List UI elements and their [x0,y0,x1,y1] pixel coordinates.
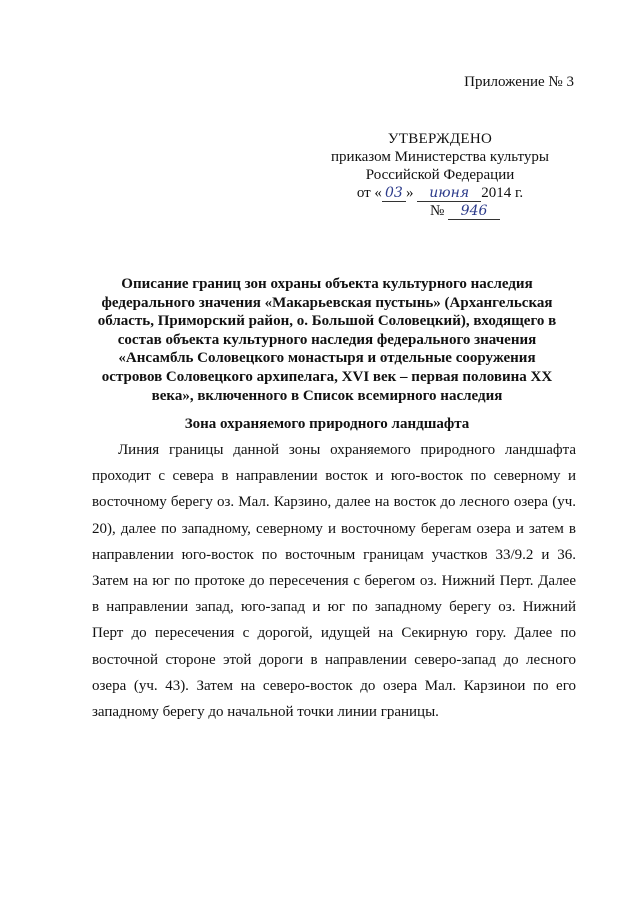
body-paragraph: Линия границы данной зоны охраняемого природного ландшафта проходит с севера в направлении восток и юго-восток по северному и восточному берегу оз. Мал. Карзино, далее на восток до лесного озера (уч. 20), далее по западному, северному и восточному берегам озера и затем в направлении юго-восток по восточным границам участков 33/9.2 и 36. Затем на юг по протоке до пересечения с берегом оз. Нижний Перт. Далее в направлении запад, юго-запад и юг по западному берегу оз. Нижний Перт до пересечения с дорогой, идущей на Секирную гору. Далее по восточной стороне этой дороги в направлении северо-запад до лесного озера (уч. 43). Затем на северо-восток до озера Мал. Карзинои по его западному берегу до начальной точки линии границы. [92,442,576,721]
approval-block [330,130,550,220]
section-title: Зона охраняемого природного ландшафта [184,416,470,432]
approval-number [380,202,550,220]
date-day-handwritten: 03 [382,186,406,202]
date-year: 2014 г. [481,185,524,201]
date-mid: » [405,185,414,201]
approval-date [330,184,550,202]
document-title: Описание границ зон охраны объекта культурного наследия федерального значения «Макарьевская пустынь» (Архангельская область, Приморский район, о. Большой Соловецкий), входящего в состав объекта культурного наследия федерального значения «Ансамбль Соловецкого монастыря и отдельные сооружения островов Соловецкого архипелага, XVI век – первая половина XX века», включенного в Список всемирного наследия [97,276,557,404]
number-prefix: № [429,203,445,219]
number-handwritten: 946 [448,204,500,220]
date-month-handwritten: июня [417,186,481,202]
approval-line-federation: Российской Федерации [365,167,515,183]
approval-line-ministry: приказом Министерства культуры [331,149,549,165]
approval-heading: УТВЕРЖДЕНО [387,131,493,147]
date-prefix: от « [356,185,382,201]
appendix-label: Приложение № 3 [464,74,574,90]
